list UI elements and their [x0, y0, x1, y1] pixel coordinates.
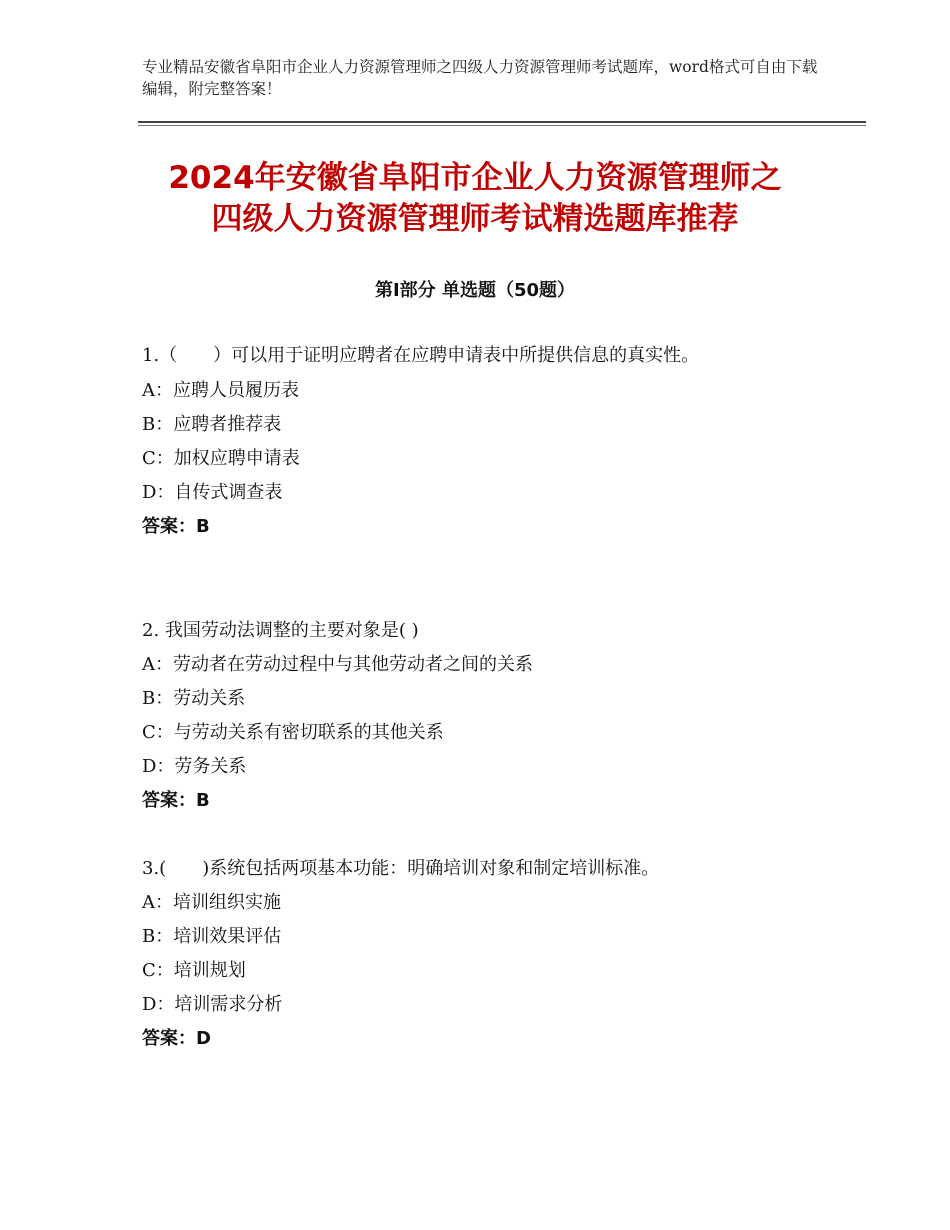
- answer: 答案：D: [142, 1028, 211, 1049]
- answer: 答案：B: [142, 790, 210, 811]
- option-b: B：劳动关系: [142, 688, 246, 709]
- question-2: [142, 614, 802, 818]
- part-heading: 第Ⅰ部分 单选题（50题）: [374, 280, 575, 301]
- question-stem: 1.（ ）可以用于证明应聘者在应聘申请表中所提供信息的真实性。: [142, 345, 700, 366]
- option-c: C：与劳动关系有密切联系的其他关系: [142, 722, 444, 743]
- header-rule: [138, 121, 866, 123]
- option-a: A：培训组织实施: [142, 892, 281, 913]
- question-stem: 2. 我国劳动法调整的主要对象是( ): [142, 620, 419, 641]
- title-line-2: 四级人力资源管理师考试精选题库推荐: [211, 201, 739, 237]
- option-b: B：应聘者推荐表: [142, 414, 282, 435]
- option-c: C：加权应聘申请表: [142, 448, 300, 469]
- question-3: [142, 852, 802, 1056]
- option-c: C：培训规划: [142, 960, 246, 981]
- option-a: A：劳动者在劳动过程中与其他劳动者之间的关系: [142, 654, 533, 675]
- question-1: [142, 340, 802, 544]
- option-d: D：劳务关系: [142, 756, 247, 777]
- option-a: A：应聘人员履历表: [142, 380, 299, 401]
- question-stem: 3.( )系统包括两项基本功能：明确培训对象和制定培训标准。: [142, 858, 660, 879]
- option-d: D：培训需求分析: [142, 994, 283, 1015]
- answer: 答案：B: [142, 516, 210, 537]
- header-rule-thin: [138, 125, 866, 126]
- option-b: B：培训效果评估: [142, 926, 282, 947]
- title-line-1: 2024年安徽省阜阳市企业人力资源管理师之: [168, 160, 782, 196]
- document-title: [90, 158, 860, 240]
- option-d: D：自传式调查表: [142, 482, 283, 503]
- header-note: 专业精品安徽省阜阳市企业人力资源管理师之四级人力资源管理师考试题库，word格式可自由下载编辑，附完整答案！: [142, 58, 818, 98]
